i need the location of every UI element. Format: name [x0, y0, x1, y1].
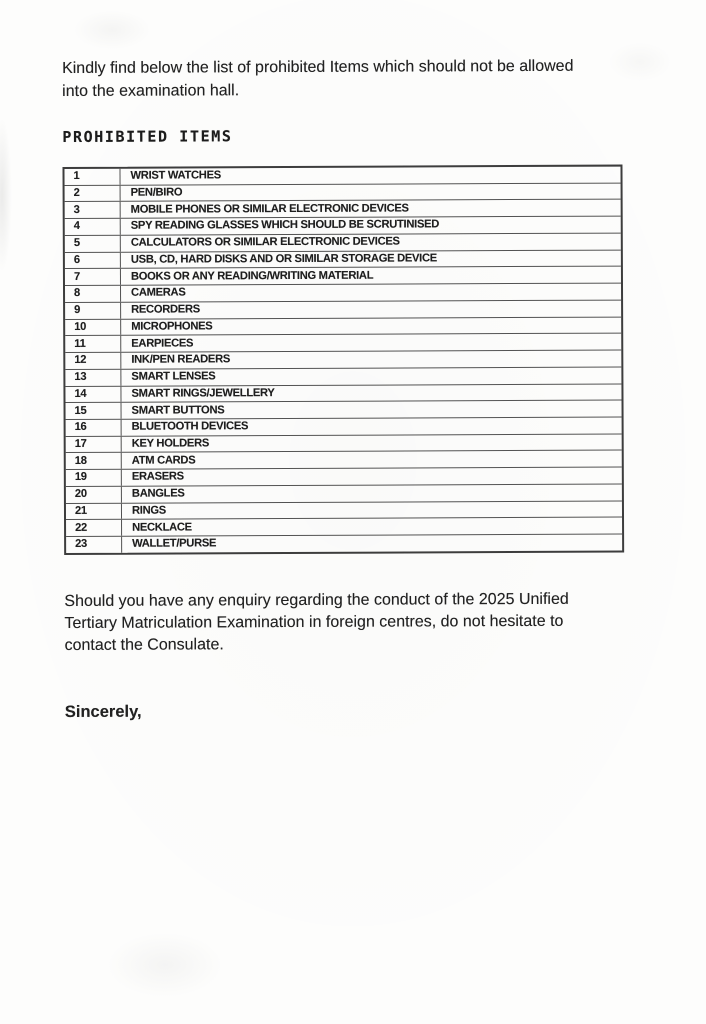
row-number-cell: 22 [66, 520, 122, 536]
enquiry-line-3: contact the Consulate. [64, 636, 224, 654]
row-number-cell: 17 [66, 436, 122, 452]
item-name-cell: RINGS [131, 504, 166, 517]
item-name-cell: ERASERS [131, 470, 184, 484]
intro-line-2: into the examination hall. [62, 82, 240, 100]
row-number-cell: 2 [65, 185, 121, 201]
enquiry-line-2: Tertiary Matriculation Examination in foreign centres, do not hesitate to [64, 612, 564, 632]
table-row [66, 534, 622, 553]
enquiry-paragraph [64, 589, 627, 657]
item-name-cell: KEY HOLDERS [131, 437, 210, 450]
row-number-cell: 21 [66, 503, 122, 519]
item-name-cell: INK/PEN READERS [131, 353, 231, 367]
row-number-cell: 23 [66, 537, 122, 553]
row-number-cell: 15 [66, 403, 122, 419]
row-number-cell: 12 [65, 353, 121, 369]
item-name-cell: NECKLACE [132, 521, 192, 534]
row-number-cell: 7 [65, 269, 121, 285]
item-name-cell: SMART RINGS/JEWELLERY [131, 386, 275, 400]
row-number-cell: 13 [65, 370, 121, 386]
row-number-cell: 6 [65, 252, 121, 268]
intro-paragraph [62, 55, 625, 103]
item-name-cell: WRIST WATCHES [130, 169, 221, 182]
row-number-cell: 9 [65, 303, 121, 319]
item-name-cell: PEN/BIRO [130, 186, 183, 199]
letter-content [62, 55, 628, 722]
row-number-cell: 3 [65, 202, 121, 218]
intro-line-1: Kindly find below the list of prohibited Items which should not be allowed [62, 57, 574, 77]
item-name-cell: BLUETOOTH DEVICES [131, 420, 249, 433]
item-name-cell: SMART BUTTONS [131, 403, 225, 417]
row-number-cell: 10 [65, 319, 121, 335]
row-number-cell: 16 [66, 420, 122, 436]
prohibited-items-table [62, 165, 624, 555]
item-name-cell: CALCULATORS OR SIMILAR ELECTRONIC DEVICES [130, 235, 400, 249]
item-name-cell: CAMERAS [131, 286, 186, 300]
row-number-cell: 8 [65, 286, 121, 302]
item-name-cell: EARPIECES [131, 337, 194, 350]
item-name-cell: RECORDERS [131, 303, 200, 316]
closing-sincerely: Sincerely, [64, 702, 142, 721]
row-number-cell: 18 [66, 453, 122, 469]
row-number-cell: 5 [65, 236, 121, 252]
item-name-cell: WALLET/PURSE [132, 537, 217, 551]
row-number-cell: 14 [65, 386, 121, 402]
item-name-cell: USB, CD, HARD DISKS AND OR SIMILAR STORAGE DEVICE [130, 252, 437, 266]
item-name-cell: MOBILE PHONES OR SIMILAR ELECTRONIC DEVICES [130, 202, 409, 216]
item-name-cell: ATM CARDS [131, 454, 196, 467]
enquiry-line-1: Should you have any enquiry regarding the conduct of the 2025 Unified [64, 590, 569, 610]
row-number-cell: 4 [65, 219, 121, 235]
item-name-cell: BANGLES [131, 487, 185, 500]
row-number-cell: 1 [64, 169, 120, 185]
row-number-cell: 11 [65, 336, 121, 352]
row-number-cell: 20 [66, 487, 122, 503]
item-name-cell: SMART LENSES [131, 370, 216, 383]
item-name-cell: BOOKS OR ANY READING/WRITING MATERIAL [130, 269, 374, 283]
item-name-cell: SPY READING GLASSES WHICH SHOULD BE SCRUTINISED [130, 219, 440, 233]
item-name-cell: MICROPHONES [131, 320, 213, 333]
row-number-cell: 19 [66, 470, 122, 486]
prohibited-items-heading: PROHIBITED ITEMS [62, 127, 233, 146]
